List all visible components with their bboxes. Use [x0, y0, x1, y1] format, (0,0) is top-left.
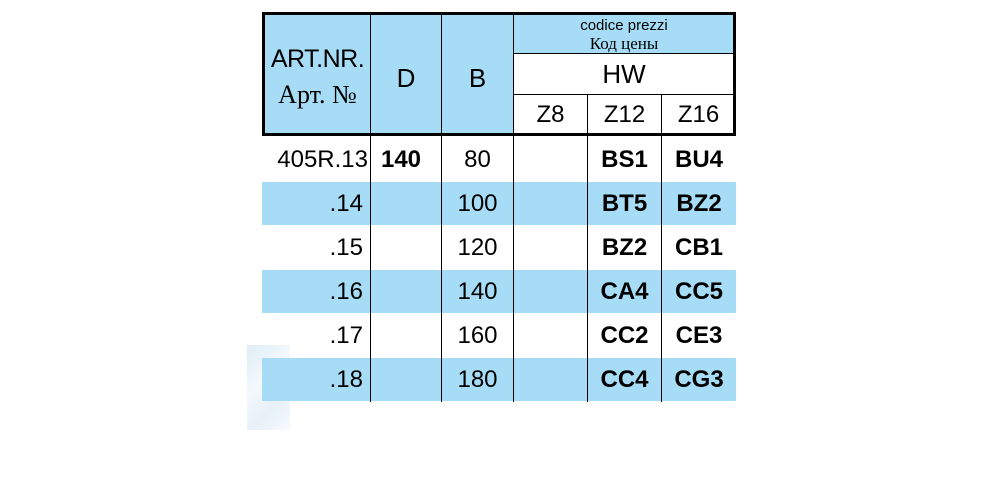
cell-z16: BZ2 — [676, 190, 722, 217]
header-art-nr: ART.NR. — [270, 44, 365, 73]
header-group-hw: HW — [602, 58, 646, 89]
cell-z8 — [514, 358, 587, 402]
header-art-nr-ru: Арт. № — [278, 80, 357, 109]
cell-art: .18 — [329, 366, 363, 393]
cell-z16: CG3 — [674, 366, 724, 393]
cell-b: 100 — [457, 190, 498, 217]
cell-z16: BU4 — [674, 146, 723, 173]
cell-z16: CC5 — [674, 278, 723, 305]
cell-z8 — [514, 270, 587, 314]
cell-z8 — [514, 226, 587, 270]
header-z12: Z12 — [603, 101, 646, 128]
cell-z16: CB1 — [674, 234, 723, 261]
cell-b: 160 — [457, 322, 498, 349]
cell-z16: CE3 — [675, 322, 723, 349]
cell-z8 — [514, 138, 587, 182]
cell-art: .16 — [329, 278, 363, 305]
cell-z12: BZ2 — [601, 234, 648, 261]
cell-b: 140 — [457, 278, 498, 305]
cell-z12: BT5 — [601, 190, 648, 217]
cell-z12: CC2 — [600, 322, 649, 349]
cell-d — [371, 314, 441, 358]
header-price-code-ru: Код цены — [589, 33, 659, 53]
cell-z12: BS1 — [601, 146, 648, 173]
cell-art: .17 — [329, 322, 363, 349]
cell-d — [371, 270, 441, 314]
cell-art: .14 — [329, 190, 363, 217]
cell-b: 80 — [464, 146, 491, 173]
cell-d — [371, 182, 441, 226]
cell-d — [371, 226, 441, 270]
cell-d: 140 — [380, 146, 422, 173]
cell-art: 405R.13 — [277, 146, 368, 173]
cell-z8 — [514, 314, 587, 358]
cell-b: 180 — [457, 366, 498, 393]
header-price-code: codice prezzi — [580, 16, 668, 34]
cell-z12: CC4 — [600, 366, 649, 393]
cell-b: 120 — [457, 234, 498, 261]
cell-d — [371, 358, 441, 402]
header-col-d: D — [396, 62, 416, 93]
header-col-b: B — [468, 62, 487, 93]
header-z8: Z8 — [536, 101, 565, 128]
cell-z8 — [514, 182, 587, 226]
cell-z12: CA4 — [600, 278, 649, 305]
header-z16: Z16 — [677, 101, 720, 128]
cell-art: .15 — [329, 234, 363, 261]
header-divider — [513, 94, 734, 95]
